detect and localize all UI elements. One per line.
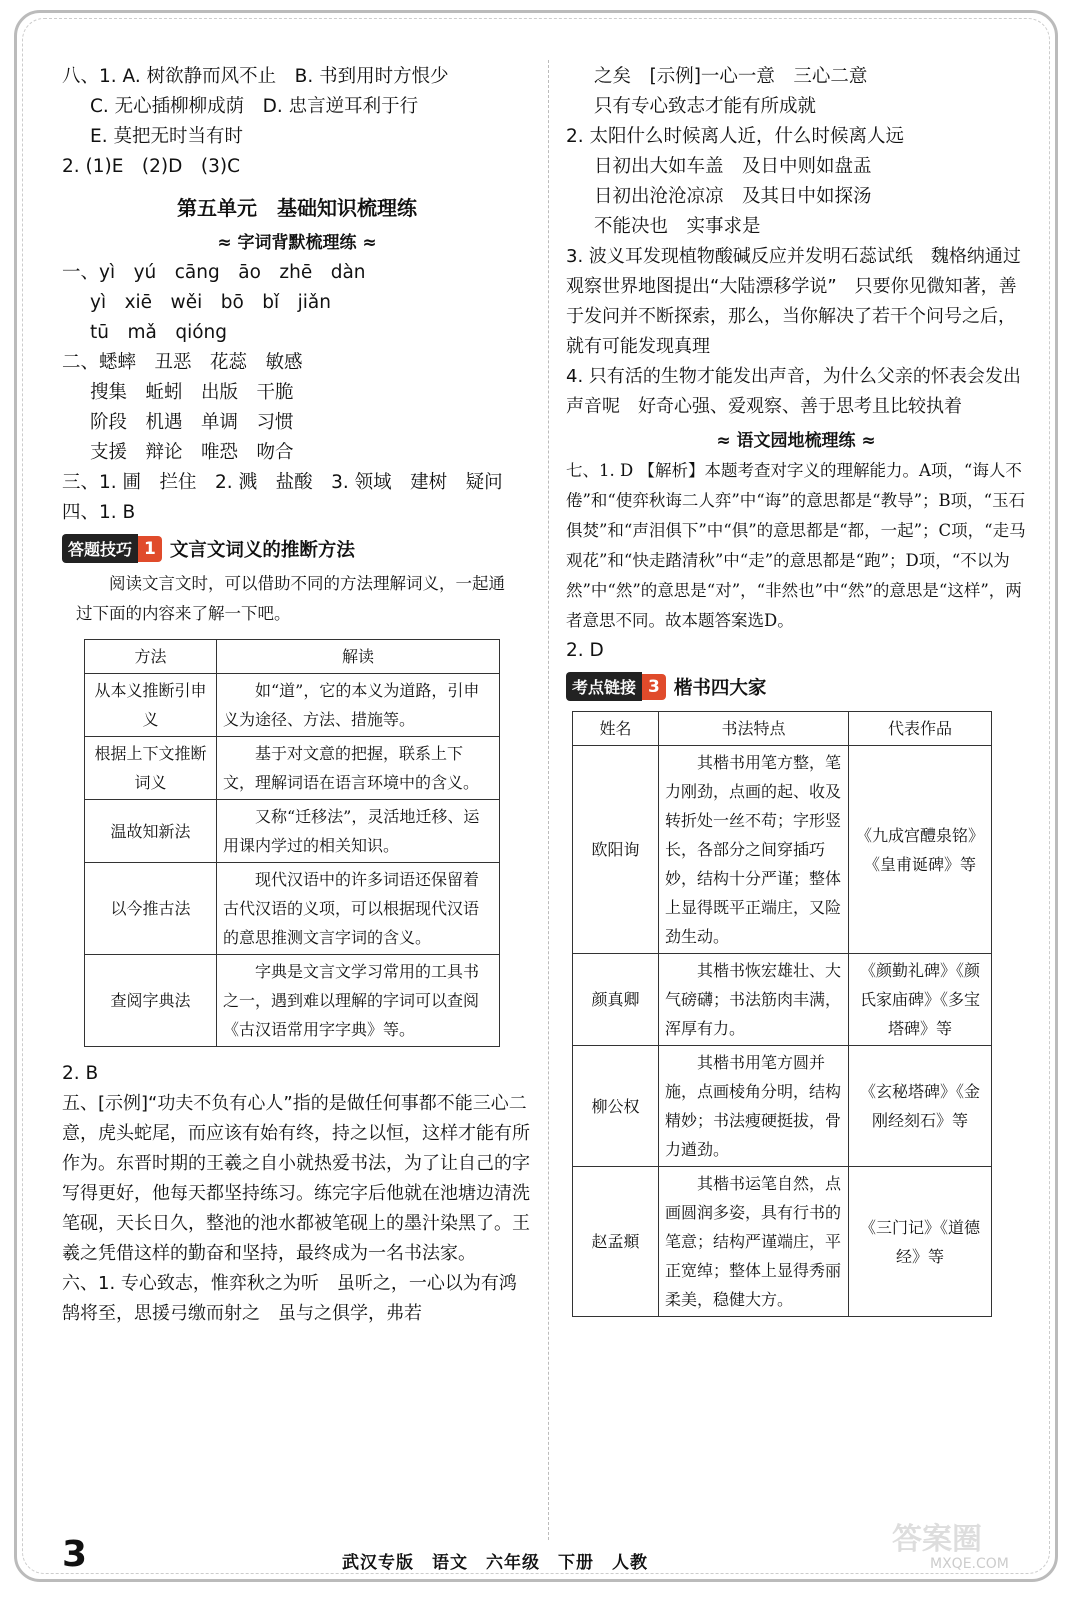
section-subtitle: ≈ 字词背默梳理练 ≈ xyxy=(217,233,377,253)
works-cell: 《玄秘塔碑》《金刚经刻石》等 xyxy=(849,1046,992,1167)
tip-header xyxy=(62,534,532,563)
answer-paragraph: 七、1. D 【解析】本题考查对字义的理解能力。A项，“诲人不倦”和“使弈秋诲二人弈”中“诲”的意思都是“教导”；B项，“玉石俱焚”和“声泪俱下”中“俱”的意思都是“都，一起”；C项，“走马观花”和“快走踏清秋”中“走”的意思都是“跑”；D项，“不以为然”中“然”的意思是“对”，“非然也”中“然”的意思是“这样”，两者意思不同。故本题答案选D。 xyxy=(566,461,1026,630)
name-cell: 颜真卿 xyxy=(573,954,659,1046)
answer-line: 不能决也 实事求是 xyxy=(594,216,761,237)
answer-line: 2. D xyxy=(566,640,604,661)
explain-cell: 字典是文言文学习常用的工具书之一，遇到难以理解的字词可以查阅《古汉语常用字字典》等。 xyxy=(217,955,500,1047)
answer-line: C. 无心插柳柳成荫 D. 忠言逆耳利于行 xyxy=(90,96,419,117)
name-cell: 欧阳询 xyxy=(573,746,659,954)
table-header: 方法 xyxy=(85,640,217,674)
table-header: 姓名 xyxy=(573,712,659,746)
explain-cell: 又称“迁移法”，灵活地迁移、运用课内学过的相关知识。 xyxy=(217,800,500,863)
name-cell: 柳公权 xyxy=(573,1046,659,1167)
watermark-logo: 答案圈 xyxy=(892,1522,982,1557)
footer-text: 武汉专版 语文 六年级 下册 人教 xyxy=(342,1553,648,1573)
tip-number: 1 xyxy=(138,536,162,562)
answer-line: 四、1. B xyxy=(62,502,136,523)
feature-cell: 其楷书用笔方整，笔力刚劲，点画的起、收及转折处一丝不苟；字形竖长，各部分之间穿插巧妙，结构十分严谨；整体上显得既平正端庄，又险劲生动。 xyxy=(659,746,849,954)
method-cell: 以今推古法 xyxy=(85,863,217,955)
pinyin-line: yì xiē wěi bō bǐ jiǎn xyxy=(90,292,331,313)
table-row xyxy=(85,800,500,863)
explain-cell: 基于对文意的把握，联系上下文，理解词语在语言环境中的含义。 xyxy=(217,737,500,800)
explain-cell: 现代汉语中的许多词语还保留着古代汉语的义项，可以根据现代汉语的意思推测文言字词的含义。 xyxy=(217,863,500,955)
table-row xyxy=(85,674,500,737)
section-subtitle: ≈ 语文园地梳理练 ≈ xyxy=(716,431,876,451)
method-cell: 从本义推断引申义 xyxy=(85,674,217,737)
watermark-url: MXQE.COM xyxy=(930,1556,1009,1572)
words-line: 阶段 机遇 单调 习惯 xyxy=(90,412,294,433)
words-line: 搜集 蚯蚓 出版 干脆 xyxy=(90,382,294,403)
method-cell: 查阅字典法 xyxy=(85,955,217,1047)
answer-line: 2. (1)E (2)D (3)C xyxy=(62,156,240,177)
answer-paragraph: 4. 只有活的生物才能发出声音，为什么父亲的怀表会发出声音呢 好奇心强、爱观察、善于思考且比较执着 xyxy=(566,366,1021,417)
table-row xyxy=(573,746,992,954)
pinyin-line: tū mǎ qióng xyxy=(90,322,228,343)
table-row xyxy=(573,954,992,1046)
name-cell: 赵孟頫 xyxy=(573,1167,659,1317)
words-line: 二、蟋蟀 丑恶 花蕊 敏感 xyxy=(62,352,303,373)
table-header: 书法特点 xyxy=(659,712,849,746)
tip-title: 文言文词义的推断方法 xyxy=(169,539,355,561)
tip-intro: 阅读文言文时，可以借助不同的方法理解词义，一起通过下面的内容来了解一下吧。 xyxy=(76,574,505,623)
method-cell: 根据上下文推断词义 xyxy=(85,737,217,800)
table-header: 解读 xyxy=(217,640,500,674)
unit-title: 第五单元 基础知识梳理练 xyxy=(177,196,417,220)
answer-line: E. 莫把无时当有时 xyxy=(90,126,243,147)
link-header xyxy=(566,672,1026,701)
column-divider xyxy=(548,60,549,1540)
answer-paragraph: 五、[示例]“功夫不负有心人”指的是做任何事都不能三心二意，虎头蛇尾，而应该有始有终，持之以恒，这样才能有所作为。东晋时期的王羲之自小就热爱书法，为了让自己的字写得更好，他每天都坚持练习。练完字后他就在池塘边清洗笔砚，天长日久，整池的池水都被笔砚上的墨汁染黑了。王羲之凭借这样的勤奋和坚持，最终成为一名书法家。 xyxy=(62,1093,530,1264)
right-column xyxy=(566,62,1026,1317)
works-cell: 《颜勤礼碑》《颜氏家庙碑》《多宝塔碑》等 xyxy=(849,954,992,1046)
link-number: 3 xyxy=(642,674,666,700)
works-cell: 《三门记》《道德经》等 xyxy=(849,1167,992,1317)
answer-line: 日初出大如车盖 及日中则如盘盂 xyxy=(594,156,872,177)
answer-line: 八、1. A. 树欲静而风不止 B. 书到用时方恨少 xyxy=(62,66,449,87)
feature-cell: 其楷书恢宏雄壮、大气磅礴；书法筋肉丰满，浑厚有力。 xyxy=(659,954,849,1046)
method-table xyxy=(84,639,500,1047)
answer-paragraph: 3. 波义耳发现植物酸碱反应并发明石蕊试纸 魏格纳通过观察世界地图提出“大陆漂移学说” 只要你见微知著，善于发问并不断探索，那么，当你解决了若干个问号之后，就有可能发现真理 xyxy=(566,246,1021,357)
calligraphers-table xyxy=(572,711,992,1317)
table-header: 代表作品 xyxy=(849,712,992,746)
explain-cell: 如“道”，它的本义为道路，引申义为途径、方法、措施等。 xyxy=(217,674,500,737)
table-row xyxy=(573,1046,992,1167)
pinyin-line: 一、yì yú cāng āo zhē dàn xyxy=(62,262,366,283)
left-column xyxy=(62,62,532,1329)
table-row xyxy=(573,1167,992,1317)
link-title: 楷书四大家 xyxy=(673,677,767,699)
answer-line: 2. B xyxy=(62,1063,99,1084)
answer-line: 三、1. 圃 拦住 2. 溅 盐酸 3. 领域 建树 疑问 xyxy=(62,472,503,493)
link-badge: 考点链接 xyxy=(566,672,642,701)
table-row xyxy=(85,863,500,955)
words-line: 支援 辩论 唯恐 吻合 xyxy=(90,442,294,463)
feature-cell: 其楷书运笔自然，点画圆润多姿，具有行书的笔意；结构严谨端庄，平正宽绰；整体上显得秀丽柔美，稳健大方。 xyxy=(659,1167,849,1317)
method-cell: 温故知新法 xyxy=(85,800,217,863)
answer-line: 2. 太阳什么时候离人近，什么时候离人远 xyxy=(566,126,905,147)
table-row xyxy=(85,737,500,800)
feature-cell: 其楷书用笔方圆并施，点画棱角分明，结构精妙；书法瘦硬挺拔，骨力遒劲。 xyxy=(659,1046,849,1167)
answer-paragraph: 六、1. 专心致志，惟弈秋之为听 虽听之，一心以为有鸿鹄将至，思援弓缴而射之 虽与之俱学，弗若 xyxy=(62,1273,517,1324)
answer-line: 只有专心致志才能有所成就 xyxy=(594,96,817,117)
answer-line: 日初出沧沧凉凉 及其日中如探汤 xyxy=(594,186,872,207)
page-number: 3 xyxy=(62,1534,88,1575)
answer-line: 之矣 [示例]一心一意 三心二意 xyxy=(594,66,868,87)
works-cell: 《九成宫醴泉铭》《皇甫诞碑》等 xyxy=(849,746,992,954)
tip-badge: 答题技巧 xyxy=(62,534,138,563)
table-row xyxy=(85,955,500,1047)
